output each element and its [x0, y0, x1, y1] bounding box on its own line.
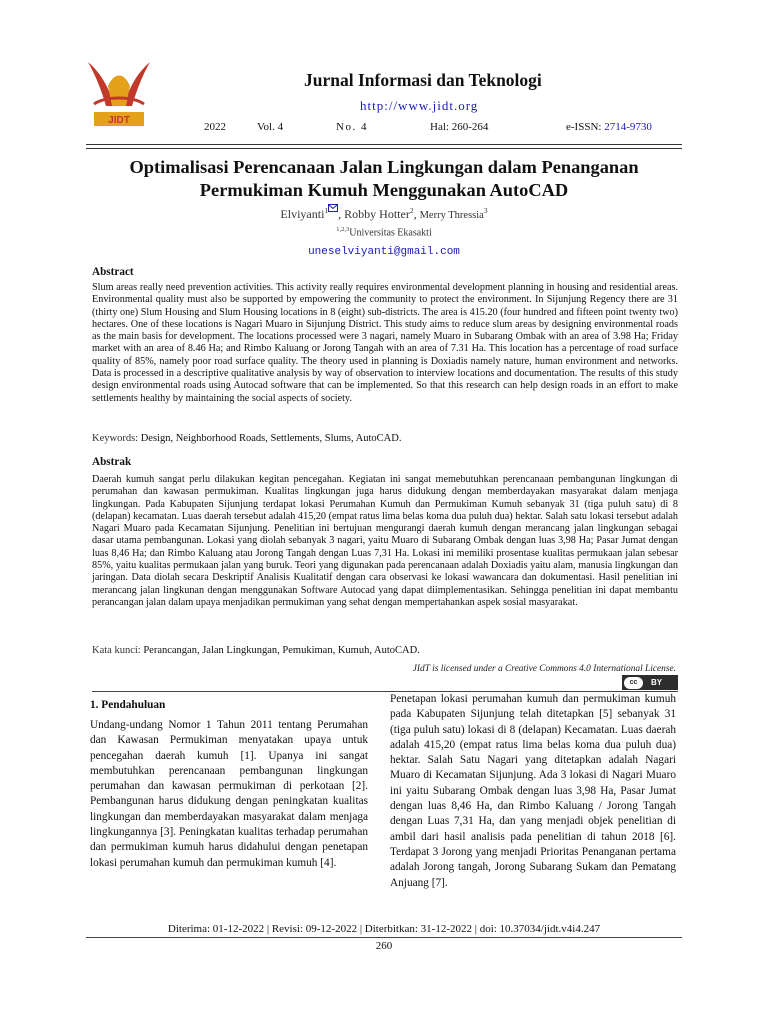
page-number: 260: [375, 940, 393, 952]
body-left-column: Undang-undang Nomor 1 Tahun 2011 tentang Perumahan dan Kawasan Permukiman menyatakan upaya untuk pencegahan daerah kumuh [1]. Upanya ini sangat membutuhkan perencanaan pembangunan lingkungan perumahan dan kawasan permukiman di perkotaan [2]. Pembangunan harus didukung dengan peningkatan kualitas lingkungan dan memberdayakan masyarakat dalam menjaga lingkungannya [3]. Peningkatan kualitas terhadap perumahan dan permukiman kumuh harus didahului dengan penetapan lokasi perumahan kumuh dan permukiman kumuh [4].: [90, 719, 368, 869]
footer-rule: [86, 937, 682, 938]
cc-by-badge[interactable]: [622, 675, 678, 690]
author-2: Robby Hotter: [344, 207, 410, 221]
abstrak-text: Daerah kumuh sangat perlu dilakukan kegitan pencegahan. Kegiatan ini sangat memebutuhkan perencanaan pembangunan lingkungan di perumahan dan kawasan permukiman. Kualitas lingkungan juga harus didukung dengan memberdayakan masyarakat dalam menjaga lingkungan. Pada Kabupaten Sijunjung terdapat lokasi Perumahan Kumuh dan Permukiman Kumuh sebanyak 31 (tiga puluh satu) di 8 (delapan) kecamatan. Luas daerah tersebut adalah 415,20 (empat ratus lima belas koma dua puluh dua) hektar. Salah satu lokasi tersebut adalah Nagari Muaro pada Kecamatan Sijunjung. Penelitian ini bertujuan mengurangi daerah kumuh dengan merancang jalan lingkungan sebagai dasar utama pembangunan. Lokasi yang diolah sebanyak 3 nagari, yaitu Muaro di Subarang Ombak dengan luas 3,98 Ha; Pasar Jumat dengan luas 8,46 Ha; dan Rimbo Kaluang atau Jorong Tangah dengan Luas 7,31 Ha. Lokasi ini memiliki prosentase kualitas permukaan jalan sebesar 85%, yaitu kualitas permukaan jalan yang buruk. Teori yang digunakan pada perencanaan adalah Doxiadis yaitu alam, manusia lingkungan dan jaringan. Data diolah secara Deskriptif Analisis Kualitatif dengan cara observasi ke lokasi wawancara dan dokumentasi. Hasil penelitian ini merancang jalan lingkunan dengan menggunakan Software Autocad yang dapat diimplementasikan. Sehingga penelitian ini dapat membantu perancangan jalan dalam upaya menjadikan permukiman yang sehat dengan mempertahankan aspek sosial masyarakat.: [92, 474, 678, 608]
kata-kunci-line: [92, 645, 420, 656]
email-envelope-icon[interactable]: [328, 204, 338, 212]
affiliation-name: Universitas Ekasakti: [349, 227, 432, 239]
keywords-line: [92, 433, 401, 444]
journal-logo: [86, 56, 152, 138]
author-1: Elviyanti: [280, 207, 325, 221]
section-heading-pendahuluan: 1. Pendahuluan: [90, 699, 166, 711]
eissn-link[interactable]: 2714-9730: [604, 121, 652, 133]
keywords-label: Keywords:: [92, 433, 139, 444]
article-title: Optimalisasi Perencanaan Jalan Lingkungan dalam Penanganan Permukiman Kumuh Menggunakan AutoCAD: [129, 157, 639, 200]
author-1-sup: 1: [324, 206, 329, 215]
meta-year: 2022: [204, 121, 226, 133]
abstract-text: Slum areas really need prevention activities. This activity really requires environmental development planning in housing and residential areas. Environmental quality must also be supported by empowering the community to protect the environment. In Sijunjung Regency there are 31 (thirty one) Slum Housing and Slum Housing locations in 8 (eight) sub-districts. The area is 415.20 (four hundred and fifteen point twenty two) hectares. One of these locations is Nagari Muaro in Sijunjung District. This study aims to reduce slum areas by designing environmental roads as the main basis for development. The locations processed were 3 nagari, namely Muaro in Subarang Ombak with an area of 3.98 Ha; Friday market with an area of 8.46 Ha; and Rimbo Kaluang or Jorong Tangah with an area of 7.31 Ha. This location has a percentage of road surface quality of 85%, namely poor road surface quality. The theory used in planning is Doxiadis namely nature, human environment and networks. Data is processed in a descriptive qualitative analysis by way of observation to interview locations and documentation. The results of this study design environmental roads using Autocad software that can be implemented. So that this research can help design roads in an effort to make settlements healthy by maintaining the social aspects of society.: [92, 282, 678, 404]
meta-eissn: [566, 121, 652, 133]
author-email-link[interactable]: uneselviyanti@gmail.com: [308, 246, 460, 258]
footer-dates-doi: Diterima: 01-12-2022 | Revisi: 09-12-2022 | Diterbitkan: 31-12-2022 | doi: 10.37034/jidt.v4i4.247: [167, 923, 601, 935]
author-list: Elviyanti$^1$ , Robby Hotter$^2$, Merry Thressia$^3$: [280, 206, 488, 221]
meta-number: No. 4: [336, 121, 368, 133]
eissn-label: e-ISSN:: [566, 121, 602, 133]
logo-text: JIDT: [108, 115, 130, 126]
by-icon: BY: [651, 678, 663, 687]
author-3-sup: 3: [483, 206, 488, 215]
meta-volume: Vol. 4: [257, 121, 284, 133]
meta-pages: Hal: 260-264: [430, 121, 489, 133]
abstract-heading: Abstract: [92, 266, 134, 278]
header-rule-thin: [86, 148, 682, 149]
logo-roof-center: [108, 76, 130, 107]
author-3: Merry Thressia: [419, 210, 484, 221]
license-text: JIdT is licensed under a Creative Commons 4.0 International License.: [412, 664, 676, 674]
author-2-sup: 2: [409, 206, 414, 215]
affiliation-sup: 1,2,3: [336, 226, 350, 233]
abstrak-heading: Abstrak: [92, 456, 132, 468]
keywords-value: Design, Neighborhood Roads, Settlements, Slums, AutoCAD.: [140, 433, 402, 444]
affiliation: [86, 226, 682, 238]
body-right-column: Penetapan lokasi perumahan kumuh dan permukiman kumuh pada Kabupaten Sijunjung telah ditetapkan [5] sebanyak 31 (tiga puluh satu) lokasi di 8 (delapan) Kecamatan. Luas daerah adalah 415,20 (empat ratus lima belas koma dua puluh dua) hektar. Salah Satu Nagari yang ditetapkan adalah Nagari Muaro di Kecamatan Sijunjung. Ada 3 lokasi di Nagari Muaro ini yaitu Subarang Ombak dengan luas 3,98 Ha, Pasar Jumat dengan luas 8,46 Ha, dan Rimbo Kaluang / Jorong Tangah dengan Luas 7,31 Ha, dan yang menjadi objek penelitian di ambil dari hasil analisis pada penelitian di tahun 2018 [6]. Terdapat 3 Jorong yang menjadi Prioritas Penanganan pertama adalah Jorong tangah, Jorong Subarang Sukam dan Pematang Anjuang [7].: [390, 693, 676, 889]
journal-name: Jurnal Informasi dan Teknologi: [304, 70, 542, 90]
kata-kunci-label: Kata kunci:: [92, 645, 141, 656]
cc-icon: cc: [624, 677, 643, 689]
journal-url-link[interactable]: http://www.jidt.org: [360, 98, 479, 113]
kata-kunci-value: Perancangan, Jalan Lingkungan, Pemukiman, Kumuh, AutoCAD.: [143, 645, 420, 656]
header-rule-thick: [86, 144, 682, 145]
